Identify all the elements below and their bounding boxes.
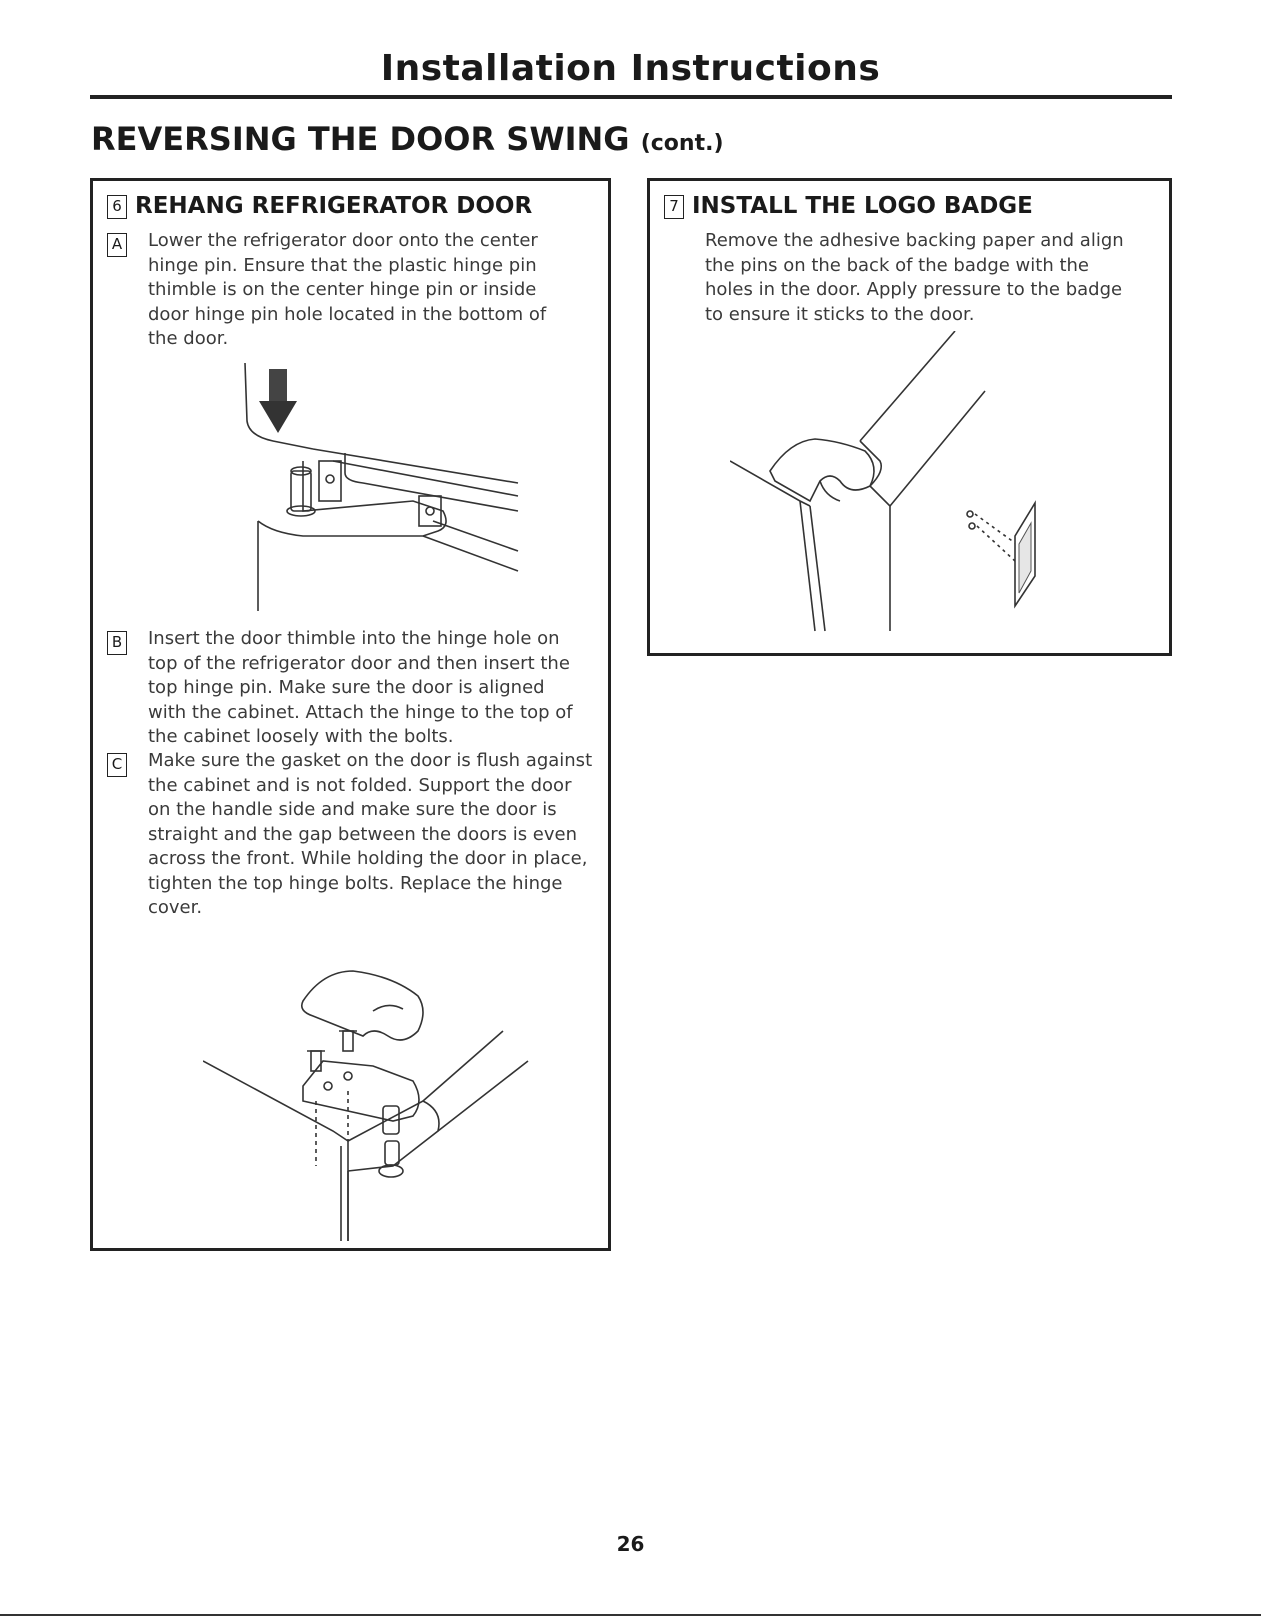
substep-c-text: Make sure the gasket on the door is flush against the cabinet and is not folded. Support the door on the handle side and make sure the door is straight and the gap between the doors is even across the front. While holding the door in place, tighten the top hinge bolts. Replace the hinge cover. (148, 750, 593, 918)
substep-a-text: Lower the refrigerator door onto the center hinge pin. Ensure that the plastic hinge pin thimble is on the center hinge pin or inside door hinge pin hole located in the bottom of the door. (148, 230, 547, 349)
step-6-heading (107, 193, 532, 219)
step-6-panel (90, 178, 611, 1251)
door-lowering-illustration (233, 361, 533, 621)
top-hinge-illustration (203, 941, 533, 1241)
down-arrow-icon (259, 369, 297, 433)
section-title-main: REVERSING THE DOOR SWING (91, 120, 630, 158)
step-6-number-box: 6 (107, 195, 127, 219)
step-6-heading-text: REHANG REFRIGERATOR DOOR (135, 193, 533, 219)
logo-badge-illustration (730, 331, 1150, 641)
step-7-heading-text: INSTALL THE LOGO BADGE (692, 193, 1033, 219)
step-7-panel (647, 178, 1172, 656)
logo-badge-icon (1015, 503, 1035, 606)
step-7-text: Remove the adhesive backing paper and align the pins on the back of the badge with the holes in the door. Apply pressure to the badge to ensure it sticks to the door. (705, 230, 1124, 325)
page-number: 26 (616, 1532, 645, 1556)
page-header-title: Installation Instructions (380, 48, 881, 89)
substep-b-marker: B (107, 631, 127, 655)
header-rule (90, 95, 1172, 99)
section-title (91, 120, 724, 158)
substep-a-marker: A (107, 233, 127, 257)
substep-c-marker: C (107, 753, 127, 777)
section-title-suffix: (cont.) (640, 131, 724, 156)
step-7-number-box: 7 (664, 195, 684, 219)
step-7-heading (664, 193, 1033, 219)
bottom-rule (0, 1614, 1261, 1616)
substep-b-text: Insert the door thimble into the hinge hole on top of the refrigerator door and then insert the top hinge pin. Make sure the door is aligned with the cabinet. Attach the hinge to the top of the cabinet loosely with the bolts. (148, 628, 573, 747)
